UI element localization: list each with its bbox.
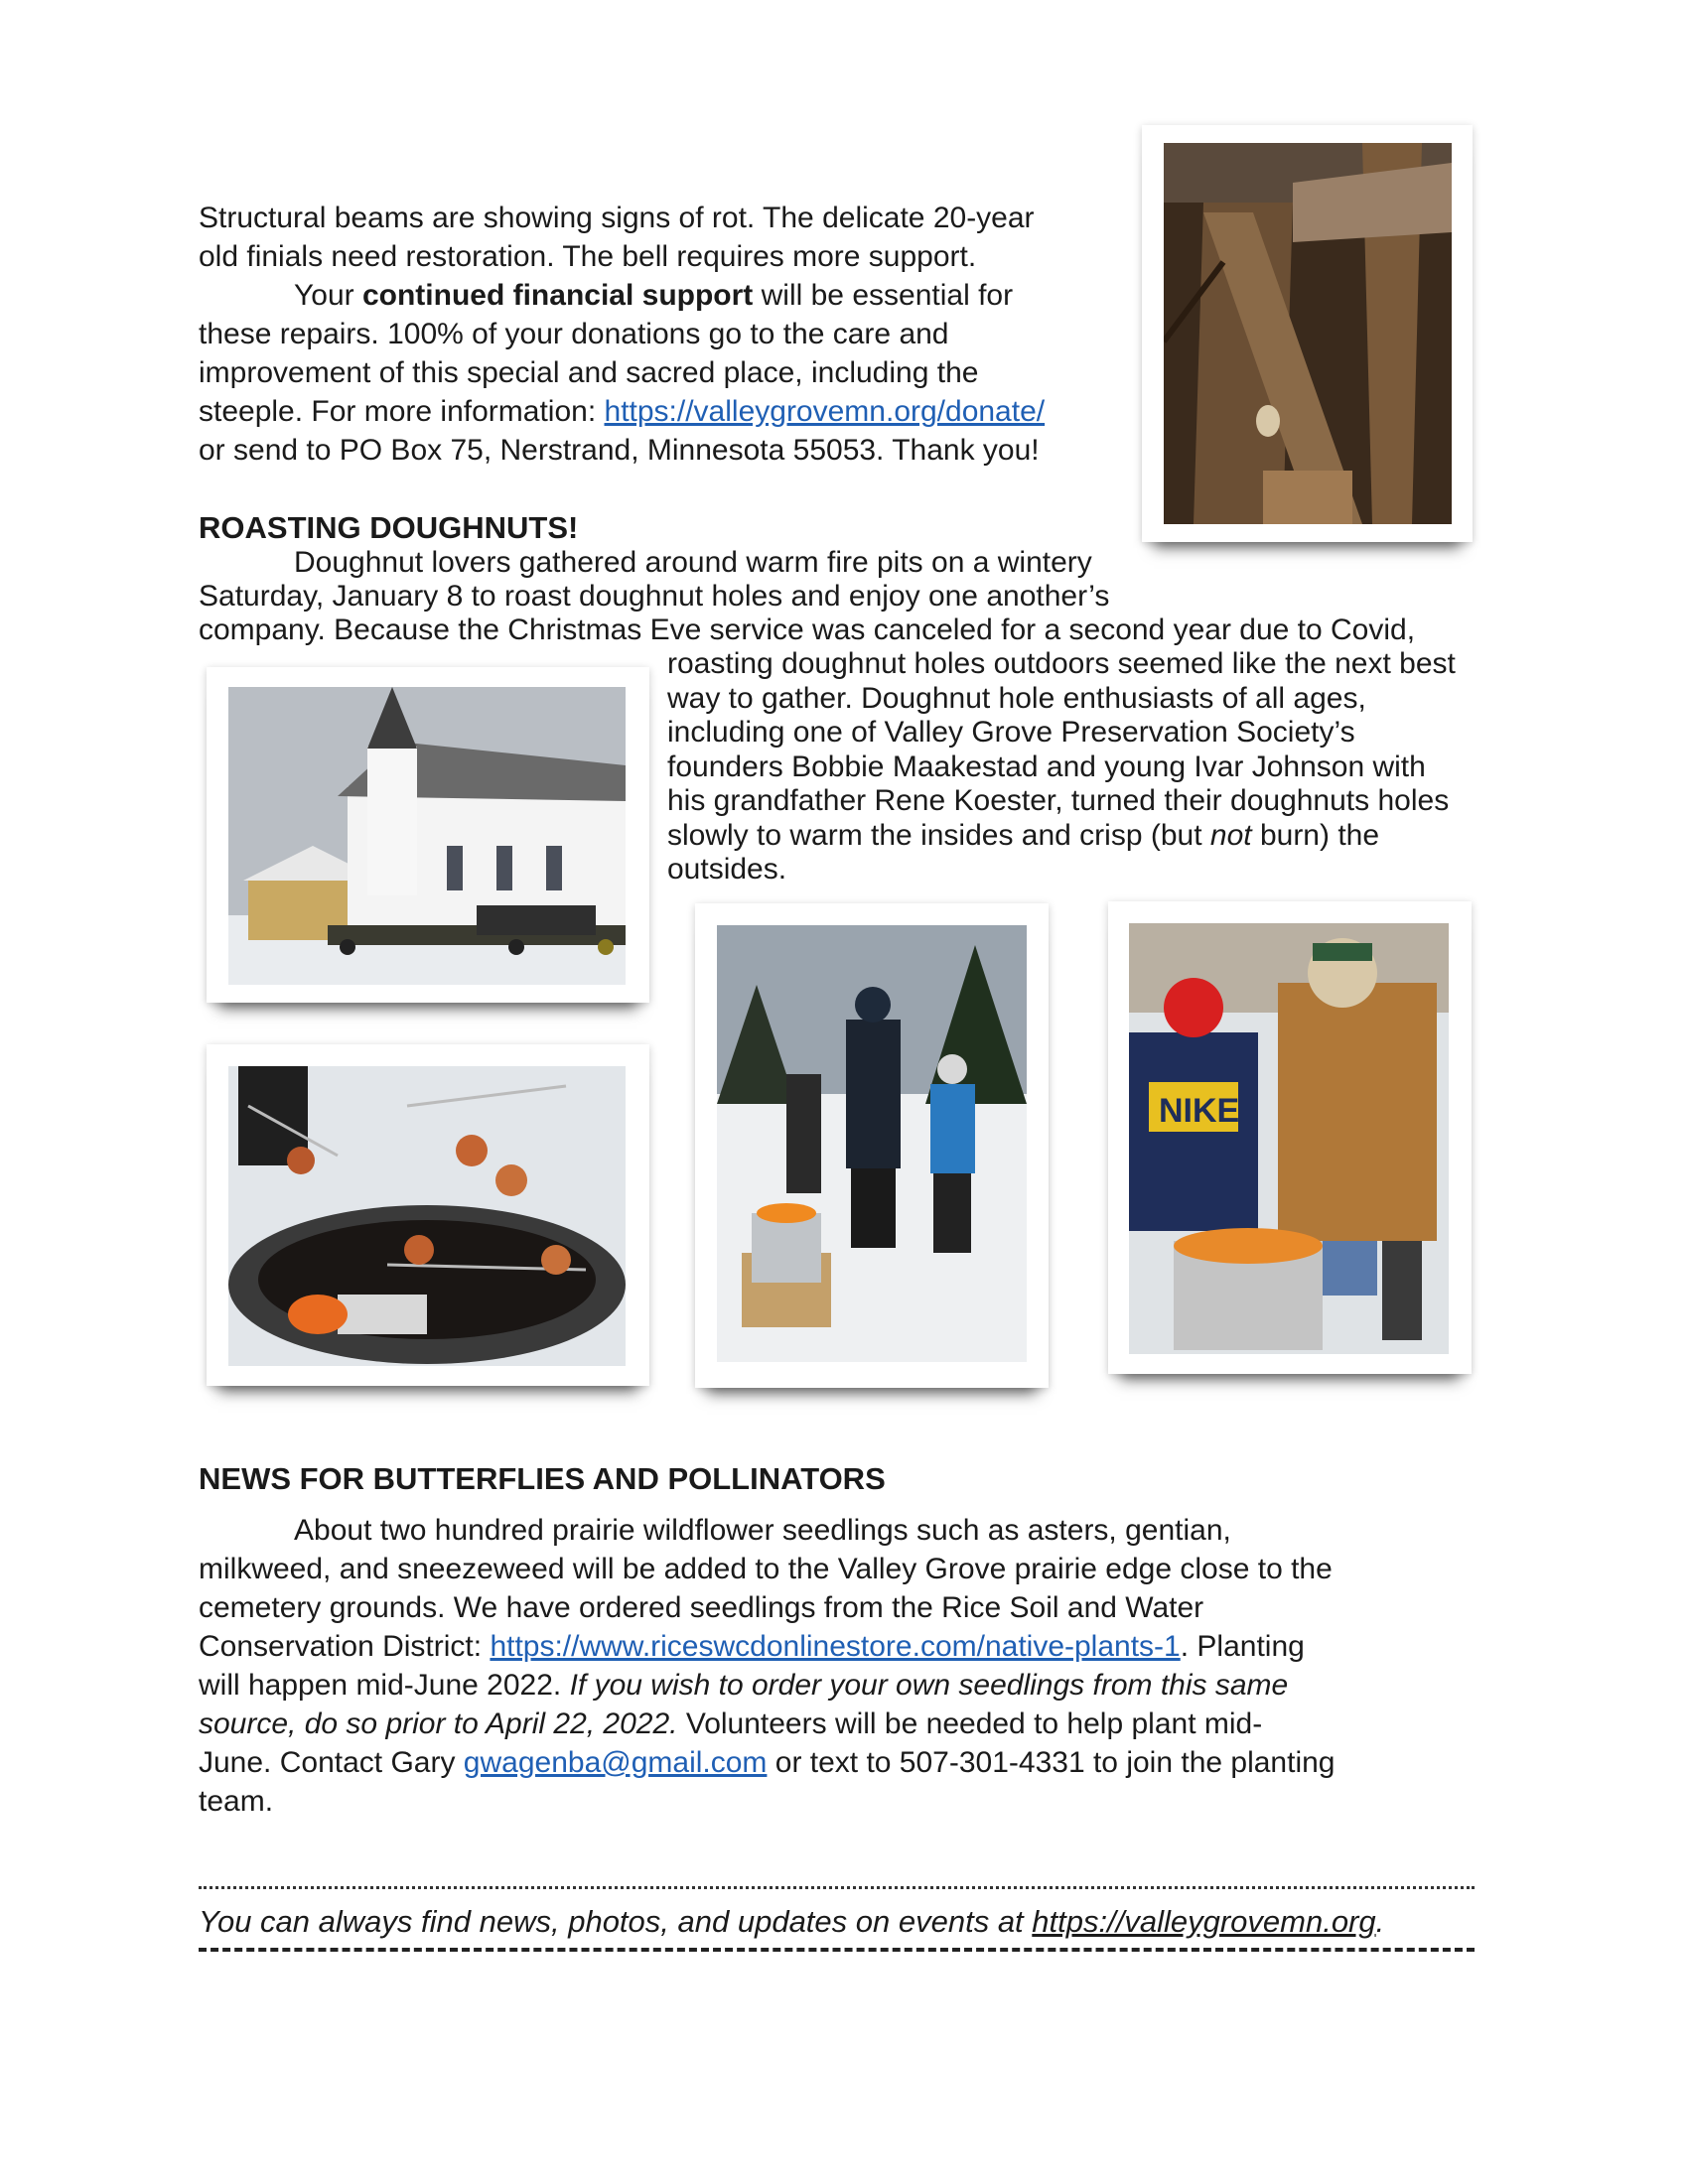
- doughnuts-line: way to gather. Doughnut hole enthusiasts of all ages,: [667, 681, 1366, 715]
- doughnuts-line: Doughnut lovers gathered around warm fire pits on a wintery: [294, 546, 1092, 579]
- doughnuts-line: founders Bobbie Maakestad and young Ivar Johnson with: [667, 750, 1426, 783]
- intro-line: these repairs. 100% of your donations go to the care and: [199, 318, 949, 350]
- doughnuts-line: outsides.: [667, 853, 787, 886]
- native-plants-link[interactable]: https://www.riceswcdonlinestore.com/native-plants-1: [490, 1630, 1181, 1663]
- nike-text: NIKE: [1159, 1092, 1240, 1130]
- roasting-group-photo: [695, 903, 1049, 1388]
- pollinators-line: Conservation District: https://www.riceswcdonlinestore.com/native-plants-1. Planting: [199, 1630, 1305, 1663]
- intro-line: Structural beams are showing signs of rot. The delicate 20-year: [199, 202, 1035, 234]
- fire-pit-doughnuts-photo: [207, 1044, 649, 1386]
- intro-line: Your continued financial support will be essential for: [294, 279, 1014, 312]
- financial-support-emphasis: continued financial support: [361, 279, 754, 312]
- pollinators-line: cemetery grounds. We have ordered seedlings from the Rice Soil and Water: [199, 1591, 1204, 1624]
- steeple-beams-image: [1164, 143, 1452, 524]
- church-photo: [207, 667, 649, 1003]
- doughnuts-paragraph: [199, 546, 1489, 647]
- doughnuts-wrap-paragraph: [667, 647, 1491, 887]
- pollinators-paragraph: [199, 1511, 1489, 1821]
- boy-and-grandfather-photo: [1108, 901, 1472, 1374]
- email-link[interactable]: gwagenba@gmail.com: [463, 1746, 768, 1779]
- footer-note: You can always find news, photos, and updates on events at https://valleygrovemn.org.: [199, 1904, 1385, 1939]
- website-link[interactable]: https://valleygrovemn.org: [1032, 1904, 1376, 1939]
- doughnuts-line: company. Because the Christmas Eve service was canceled for a second year due to Covid,: [199, 614, 1416, 646]
- roasting-group-image: [717, 925, 1027, 1362]
- intro-line: improvement of this special and sacred place, including the: [199, 356, 979, 389]
- donate-link[interactable]: https://valleygrovemn.org/donate/: [604, 395, 1046, 428]
- intro-paragraph: [199, 199, 1152, 470]
- intro-line: steeple. For more information: https://valleygrovemn.org/donate/: [199, 395, 1046, 428]
- footer-dashed-divider: [199, 1948, 1475, 1952]
- footer-dotted-divider: [199, 1886, 1475, 1889]
- church-image: [228, 687, 626, 985]
- fire-pit-doughnuts-image: [228, 1066, 626, 1366]
- pollinators-line: milkweed, and sneezeweed will be added to the Valley Grove prairie edge close to the: [199, 1553, 1333, 1585]
- boy-and-grandfather-image: [1129, 923, 1449, 1354]
- doughnuts-line: slowly to warm the insides and crisp (but not burn) the: [667, 818, 1380, 852]
- intro-line: or send to PO Box 75, Nerstrand, Minnesota 55053. Thank you!: [199, 434, 1040, 467]
- doughnuts-line: including one of Valley Grove Preservation Society’s: [667, 716, 1355, 749]
- doughnuts-line: Saturday, January 8 to roast doughnut holes and enjoy one another’s: [199, 580, 1110, 613]
- pollinators-line: source, do so prior to April 22, 2022. Volunteers will be needed to help plant mid-: [199, 1707, 1263, 1740]
- pollinators-line: About two hundred prairie wildflower seedlings such as asters, gentian,: [294, 1514, 1231, 1547]
- pollinators-line: June. Contact Gary gwagenba@gmail.com or text to 507-301-4331 to join the planting: [199, 1746, 1336, 1779]
- steeple-beams-photo: [1142, 125, 1473, 542]
- intro-line: old finials need restoration. The bell requires more support.: [199, 240, 977, 273]
- pollinators-heading: NEWS FOR BUTTERFLIES AND POLLINATORS: [199, 1461, 886, 1496]
- pollinators-line: will happen mid-June 2022. If you wish to order your own seedlings from this same: [199, 1669, 1289, 1702]
- doughnuts-line: his grandfather Rene Koester, turned their doughnuts holes: [667, 784, 1450, 817]
- roasting-doughnuts-heading: ROASTING DOUGHNUTS!: [199, 510, 579, 545]
- pollinators-line: team.: [199, 1785, 274, 1818]
- doughnuts-line: roasting doughnut holes outdoors seemed like the next best: [667, 647, 1456, 680]
